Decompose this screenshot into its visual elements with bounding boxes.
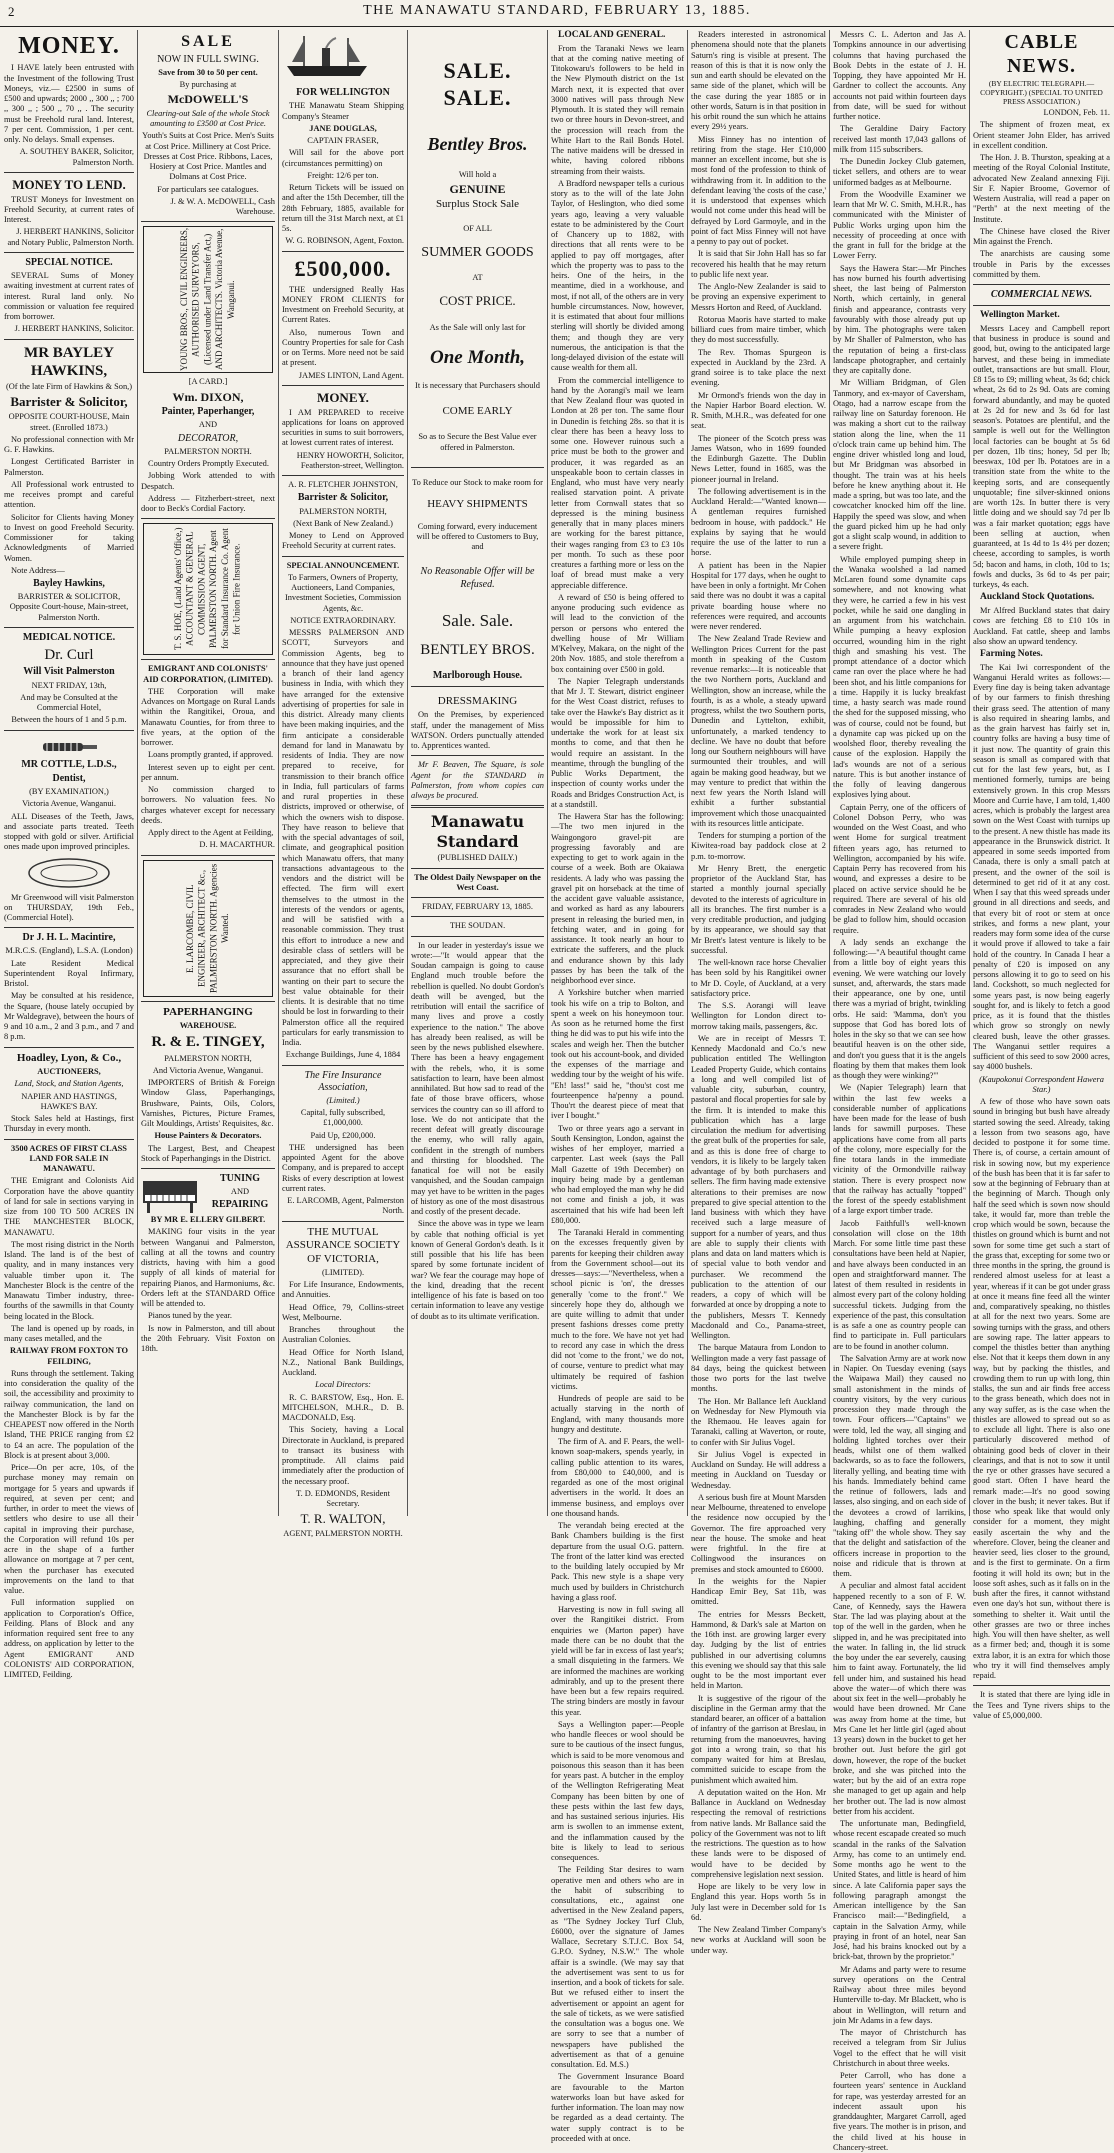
dixon-body: Jobbing Work attended to with Despatch. [141, 471, 275, 491]
article-paragraph: The pioneer of the Scotch press was James Watson, who in 1699 founded the Edinburgh Gazette. The Dublin News Letter, found in 1685, was the pioneer journal in Ireland. [691, 433, 826, 484]
money-body: I HAVE lately been entrusted with the Investment of the following Trust Moneys, viz.— £2500 in sums of £500 and upwards; 2000 ,, 300 ,, ; 700 ,, 300 ,, ; 500 ,, 70 ,, . The security must be Freehold rural land. Interest, 7 per cent. Commission, 1 per cent. only. No delays. Small expenses. [4, 63, 134, 145]
ship-signature: W. G. ROBINSON, Agent, Foxton. [285, 236, 404, 246]
money-signature: A. SOUTHEY BAKER, Solicitor, Palmerston North. [19, 147, 134, 167]
column-8 [973, 30, 1111, 1720]
article-paragraph: The verandah being erected at the Bank Chambers building is the first departure from the usual O.G. pattern. The front of the latter kind was erected to the building lately occupied by Mr Pack. This new style is a shape very much used by builders in Christchurch having a glass roof. [551, 1521, 684, 1602]
article-paragraph: A reward of £50 is being offered to anyone producing such evidence as will lead to the conviction of the person or persons who entered the dwelling house of Mr William M'Kelvey, Makara, on the night of the 20th Nov. 1885, and stole therefrom a box containing over £500 in gold. [551, 592, 684, 674]
emigrant-body: Apply direct to the Agent at Feilding, [148, 828, 274, 838]
cottle-name: MR COTTLE, L.D.S., [21, 758, 117, 770]
closing-note: It is stated that there are lying idle in the Tees and Tyne rivers ships to the value of £5,000,000. [973, 1690, 1110, 1720]
article-paragraph: Mr Adams and party were to resume survey operations on the Central Railway about three miles beyond Hunterville to-day. Mr Blackett, who is about in Wellington, will return and join Mr Adams in a few days. [833, 1964, 966, 2025]
article-paragraph: The barque Mataura from London to Wellington made a very fast passage of 84 days, being the quickest between those two ports for the last twelve months. [691, 1343, 826, 1394]
heavy-shipments: HEAVY SHIPMENTS [427, 498, 528, 511]
one-month: One Month, [429, 346, 526, 368]
article-paragraph: Messrs C. L. Aderton and Jas A. Tompkins announce in our advertising columns that having purchased the Book Debts in the estate of J. H. Topping, they have appointed Mr H. Gardner to collect the accounts. Any accounts not paid within fourteen days from date, will be sued for without further notice. [833, 30, 966, 121]
article-paragraph: We are in receipt of Messrs T. Kennedy Macdonald and Co.'s new publication entitled The Wellington Leaded Property Guide, which contains a long and well compiled list of valuable city, suburban, country, pastoral and flocal properties for sale by the firm. It is intended to make this publication which has a large circulation the medium for advertising the great bulk of the properties for sale, and as this is done free of charge to vendors, it is likely to be largely taken advantage of by both purchasers and sellers. The firm having made extensive alterations to their premises are now prepared to give special attention to the land business with which they have received such a large measure of support for a number of years, and thus are able to supply their clients with plans and data on land matters which is of special value to both vendor and purchaser. We recommend the publication to the attention of our readers, a copy of which will be forwarded at once by dropping a note to the publishers, Messrs T. Kennedy Macdonald and Co., Panama-street, Wellington. [691, 1033, 826, 1340]
young-bros-box [143, 226, 273, 373]
paper-nameplate: Manawatu Standard [430, 812, 525, 851]
cable-paragraph: The shipment of frozen meat, ex Orient steamer John Elder, has arrived in excellent condition. [973, 120, 1110, 150]
johnston-address: PALMERSTON NORTH, [299, 506, 387, 516]
linton-signature: JAMES LINTON, Land Agent. [298, 370, 404, 380]
column-3 [282, 30, 404, 1539]
linton-body: Also, numerous Town and Country Properties for sale for Cash or on Terms. More need not be said at present. [282, 327, 404, 368]
column-rule [278, 30, 279, 1516]
bayley-body: Solicitor for Clients having Money to Invest on good Freehold Security. Commissioner for taking Acknowledgments of Married Women. [4, 512, 134, 563]
special-notice-heading: SPECIAL NOTICE. [25, 256, 113, 268]
divider [973, 305, 1110, 306]
divider [141, 1001, 275, 1002]
surplus: Surplus Stock Sale [435, 198, 520, 211]
bayley-note: Note Address— [11, 565, 65, 575]
article-paragraph: The S.S. Aorangi will leave Wellington for London direct to-morrow taking mails, passengers, &c. [691, 1001, 826, 1031]
dateline: FRIDAY, FEBRUARY 13, 1885. [422, 902, 533, 912]
johnston-name: A. R. FLETCHER JOHNSTON, [288, 480, 398, 490]
acres-heading: 3500 ACRES OF FIRST CLASS LAND FOR SALE IN MANAWATU. [11, 1143, 127, 1174]
farming-notes-heading: Farming Notes. [980, 649, 1043, 660]
macintire-quals: M.R.C.S. (England), L.S.A. (London) [5, 946, 133, 956]
agent-note: Mr F. Beaven, The Square, is sole Agent for the STANDARD in Palmerston, from whom copies can always be procured. [411, 760, 544, 801]
walton-name: T. R. WALTON, [300, 1511, 386, 1527]
divider [4, 627, 134, 628]
come-early: COME EARLY [442, 405, 513, 417]
cable-news-heading: CABLE NEWS. [1004, 31, 1079, 78]
sale-signature: J. & W. A. McDOWELL, Cash Warehouse. [170, 196, 275, 217]
lend-heading: MONEY TO LEND. [12, 176, 126, 192]
announce-address: Exchange Buildings, June 4, 1884 [285, 1050, 401, 1060]
gilbert-body: Is now in Palmerston, and till about the 20th February. Visit Foxton on 18th. [141, 1323, 275, 1354]
divider [282, 1221, 404, 1222]
article-paragraph: Hope are likely to be very low in England this year. Hops worth 5s in July last were in December sold for 1s 6d. [691, 1882, 826, 1922]
walton-sub: AGENT, PALMERSTON NORTH. [283, 1529, 403, 1539]
mutual-nz: Head Office for North Island, N.Z., National Bank Buildings, Auckland. [282, 1347, 404, 1378]
ship-freight: Freight: 12/6 per ton. [307, 170, 379, 180]
article-paragraph: A serious bush fire at Mount Marsden near Melbourne, threatened to envelope the residence now occupied by the Governor. The fire approached very near the house. The smoke and heat were frightful. In the fire at Collingwood the insurances on premises and stock amounted to £6000. [691, 1492, 826, 1574]
curl-hours: Between the hours of 1 and 5 p.m. [11, 715, 127, 725]
divider [141, 1168, 275, 1169]
divider [141, 659, 275, 660]
bentley-bros: BENTLEY BROS. [420, 642, 535, 659]
gilbert-body: Pianos tuned by the year. [148, 1311, 232, 1321]
article-paragraph: From the Taranaki News we learn that at the coming native meeting of Titokowaru's followers to be held in the New Plymouth district on the 1st March next, it is expected that over 3000 natives will pass through New Plymouth. It is stated they will remain two or three hours in Devon-street, and the procession will reach from the White Hart to the Rail Bonds Hotel. The native maidens will be dressed in white, having colored ribbons streaming from their waists. [551, 43, 684, 176]
article-paragraph: The New Zealand Timber Company's new works at Auckland will soon be under way. [691, 1925, 826, 1955]
acres-railway: RAILWAY FROM FOXTON TO FEILDING, [10, 1346, 128, 1366]
divider [973, 284, 1110, 285]
divider [411, 936, 544, 937]
sale-shop: McDOWELL'S [167, 92, 249, 107]
coming: Coming forward, every inducement will be offered to Customers to Buy, and [416, 521, 539, 552]
linton-body: THE undersigned Really Has MONEY FROM CLIENTS for Investment on Freehold Security, at Current Rates. [282, 284, 404, 325]
acres-body: Full information supplied on application to Corporation's Office, Feilding. Plans of Block and any information required sent free to any address, on application by letter to the Agent EMIGRANT AND COLONISTS' AID CORPORATION, LIMITED, Feilding. [4, 1598, 134, 1680]
announce-body: MESSRS PALMERSON AND SCOTT, Surveyors and Commission Agents, beg to announce that they have just opened a branch of their land agency business in India, with which they have arranged for the extensive advertising of properties for sale in this district. Already many clients have been making inquiries, and the firm anticipate a considerable demand for land in Manawatu by residents of India. They are now prepared to receive, for transmission to their branch office in India, full particulars of farms and rural properties in these districts, improved or otherwise, of which the owners wish to dispose. They have reason to believe that with the special advantages of soil, climate, and geographical position which Manawatu offers, that many transactions advantageous to the vendors and the district will be effected. The firm will exert themselves to the utmost in the interests of the vendors or agents, and will be satisfied with a reasonable commission. They trust this effort to introduce a new and desirable class of settlers will be appreciated, and they give their assurance that no effort shall be wanting on their part to secure the best value obtainable for their clients. It is desirable that no time should be lost in forwarding to their Palmerston office all the required particulars for early transmission to India. [282, 628, 404, 1048]
column-rule [969, 30, 970, 1516]
article-paragraph: A lady sends an exchange the following:—"A beautiful thought came from a little boy of eight years this evening. We were watching our lovely sunset, and, afterwards, the stars made their appearance, one by one, until there was a myriad of bright, twinkling orbs. He said: 'Mamma, don't you suppose that God has bored lots of holes in the sky so that we can see how beautiful heaven is on the other side, and don't you guess that it is the angels floating by them that makes them look as though they were winking?'" [833, 937, 966, 1080]
macintire-body: May be consulted at his residence, the Square, (house lately occupied by Mr Waldegrave), between the hours of 9 and 10 a.m., 2 and 3 p.m., and 7 and 8 p.m. [4, 991, 134, 1042]
summer-goods: SUMMER GOODS [421, 245, 534, 261]
column-2 [141, 30, 275, 1516]
column-7 [833, 30, 966, 2152]
divider [411, 916, 544, 917]
soudan-body: Since the above was in type we learn by cable that nothing official is yet known of General Gordon's death. Is it still possible that his life has been spared by some fortunate incident of war? We fear the courage may hope of the kind, dreading that the recent intelligence of his fate is based on too certain information to leave any vestige of doubt as to its ultimate verification. [411, 1219, 544, 1321]
cottle-visit: Mr Greenwood will visit Palmerston on THURSDAY, 19th Feb., (Commercial Hotel). [4, 892, 134, 922]
article-paragraph: A deputation waited on the Hon. Mr Ballance in Auckland on Wednesday respecting the removal of restrictions from native lands. Mr Ballance said the policy of the Government was not to lift the restrictions. The question as to how these lands were to be disposed of would have to be decided by comprehensive legislation next session. [691, 1787, 826, 1879]
divider [411, 805, 544, 808]
necessary: It is necessary that Purchasers should [415, 380, 540, 390]
article-paragraph: Harvesting is now in full swing all over the Rangitikei district. From enquiries we (Marton paper) have made there can be no doubt that the yield will be far in excess of last year's; a small disquieting in the farmers. We are informed the machines are working admirably, and up to the present there have been but a few repairs required. The string binders are mostly in favour this year. [551, 1605, 684, 1717]
article-paragraph: A peculiar and almost fatal accident happened recently to a son of F. W. Cane, of Kennedy, says the Hawera Star. The lad was playing about at the top of the well in the garden, when he slipped in, and he was precipitated into the water. In falling in, the lid struck the boy under the ear severely, causing him to faint away. Fortunately, the lid fell under him, and sustained his head above the water—of which there was about six feet in the well—probably he would have been drowned. Mr Cane was away from home at the time, but Mrs Cane let her little girl (aged about 13 years) down in the bucket to get her brother out. Just before the girl got down, however, the rope of the bucket broke, and she was pitched into the water; but by the aid of an extra rope she managed to get up again and help her brother out. The lad is now almost better from his accident. [833, 1581, 966, 1816]
divider [4, 1139, 134, 1140]
bayley-card-address: BARRISTER & SOLICITOR, Opposite Court-house, Main-street, Palmerston North. [9, 592, 129, 622]
ship-body: Return Tickets will be issued on and after the 15th December, till the 28th February, 1885, available for return till the 31st March next, at £1 5s. [282, 183, 404, 234]
masthead [0, 0, 1114, 27]
auckland-stock-heading: Auckland Stock Quotations. [980, 592, 1095, 603]
article-paragraph: Two or three years ago a servant in South Kensington, London, against the wishes of her employer, married a carpenter. Last week (says the Pall Mall Gazette of 19th December) on inquiry being made by a gentleman who had employed the man why he did not come and finish a job, it was ascertained that his wife had been left £80,000. [551, 1123, 684, 1225]
commercial-news-heading: COMMERCIAL NEWS. [990, 289, 1093, 301]
article-paragraph: The Rev. Thomas Spurgeon is expected in Auckland by the 23rd. A grand soiree is to take place the next evening. [691, 347, 826, 388]
cable-paragraph: The anarchists are causing some trouble in Paris by the excesses committed by them. [973, 249, 1110, 279]
divider [282, 556, 404, 557]
acres-body: Price—On per acre, 10s, of the purchase money may remain on mortgage for 5 years and upwards if required, at seven per cent; and further, in order to meet the views of settlers who desire to use all their capital in improving their purchase, the Corporation will refund 10s per acre in the shape of a further allowance on mortgage at 7 per cent, when the purchaser has executed improvements on the land to that value. [4, 1463, 134, 1596]
of-all: OF ALL [463, 223, 492, 233]
article-paragraph: Says the Hawera Star:—Mr Pinches has now burned his fourth advertising sheet, the last being of Palmerston North, which certainly, in general finish and appearance, contrasts very favourably with those already put up by him. The photographs were taken by Mr Shaller of Palmerston, who has the reputation of being a first-class landscape photographer, and certainly they are capitally done. [833, 263, 966, 375]
money2-signature: HENRY HOWORTH, Solicitor, Featherston-street, Wellington. [296, 450, 404, 470]
acres-body: THE Emigrant and Colonists Aid Corporation have the above quantity of land for sale in sections varying in size from 100 TO 500 ACRES IN THE MANCHESTER BLOCK, MANAWATU. [4, 1176, 134, 1237]
soudan-body: In our leader in yesterday's issue we wrote:—"It would appear that the Soudan campaign is going to cause England much trouble before the rebellion is quelled. No doubt Gordon's death will be avenged, but the retribution will entail the sacrifice of many lives and prove a costly experience to the nation." The above has already been realised, as will be seen by the news published elsewhere. There has been a heavy engagement with the rebels, who, it is some satisfaction to learn, have been almost annihilated. But how sad to read of the fate of those brave officers, whose services the country can so ill afford to lose. We do not anticipate that the recent defeat will greatly discourage the enemy, who will rally again, confident in the strength of numbers and thirsting for bloodshed. The fanatical foe will not be easily vanquished, and the Soudan campaign may yet have to be written in the pages of history as one of the most disastrous and costly of the present decade. [411, 940, 544, 1217]
article-paragraph: The Geraldine Dairy Factory received last month 17,043 gallons of milk from 115 subscribers. [833, 124, 966, 154]
acres-body: Runs through the settlement. Taking into consideration the quality of the soil, the accessibility and proximity to railway communication, the land on the Manchester Block is by far the CHEAPEST now offered in the North Island, THE PRICE ranging from £2 to £4 an acre. The population of the Block is at present about 3,000. [4, 1368, 134, 1460]
lend-body: TRUST Moneys for Investment on Freehold Security, at current rates of Interest. [4, 194, 134, 225]
bayley-body: All Professional work entrusted to me receives prompt and careful attention. [4, 479, 134, 510]
farming-notes-body: The Kai Iwi correspondent of the Wanganui Herald writes as follows:—Every fine day is being taken advantage of by our farmers to finish threshing their grass seed. The attention of many is also required in shearing lambs, and as the grain harvest has fairly set in, country folks are having a busy time of it just now. The quantity of grain this season is small as compared with that cut for the last few years, but, as I mentioned formerly, turnips are being extensively grown. In this crop Messrs Moore and Currie have, I am told, 1,400 acres, which is probably the largest area sown on the West Coast with turnips up to the present. A new thistle has made its appearance in the Brunswick district. It appeared in some seeds imported from Canada, there is only a small patch at present, and the owner of the soil is determined to get rid of it at any cost. When I say that this weed spreads under ground in all directions and seeds, and that every bit of root or stem at once strikes, and forms a new plant, your readers may form some idea of the curse it would prove if allowed to take a fair hold of the country. In Canada I hear a penalty of £20 is imposed on any persons allowing it to go to seed on his land. Cockshott, so much neglected for some years past, is now being eagerly sought for, and is likely to fetch a good price, as it is found that the thistles which grow so strongly on newly cleared bush, leave the other grasses. The Wanganui settler requires a sufficient of this seed to sow 2000 acres, say 4000 bushels. [973, 662, 1110, 1072]
divider [411, 467, 544, 468]
tingey-address-2: And Victoria Avenue, Wanganui. [152, 1065, 264, 1075]
cottle-address: Victoria Avenue, Wanganui. [22, 799, 116, 809]
special-notice-signature: J. HERBERT HANKINS, Solicitor. [14, 324, 134, 334]
johnston-sub: (Next Bank of New Zealand.) [293, 518, 393, 528]
sale-items: Youth's Suits at Cost Price. Men's Suits at Cost Price. Millinery at Cost Price. Dresses at Cost Price. Ribbons, Laces, Hosiery at Cost Price. Mantles and Dolmans at Cost Price. [142, 131, 274, 182]
fire-paid: Paid Up, £200,000. [310, 1130, 376, 1140]
lend-signature: J. HERBERT HANKINS, Solicitor and Notary Public, Palmerston North. [7, 227, 134, 247]
card-label: [A CARD.] [188, 377, 228, 387]
divider [282, 475, 404, 476]
hoadley-sub: Land, Stock, and Station Agents, [14, 1079, 124, 1089]
bentley-hold: Will hold a [458, 169, 497, 179]
cable-news-sub: (BY ELECTRIC TELEGRAPH.—COPYRIGHT.) (SPECIAL TO UNITED PRESS ASSOCIATION.) [980, 78, 1103, 107]
curl-date: NEXT FRIDAY, 13th, [31, 680, 107, 690]
article-paragraph: The Hawera Star has the following:—The two men injured in the Waingongoro gravel-pit are progressing favorably and are expecting to get to work again in the course of a week. Both are Okaiawa residents. A lady who was passing the gravel pit on horseback at the time of the accident gave valuable assistance, and worked as hard as any labourers present in releasing the buried men, in fetching water, and in going for assistance. It took nearly an hour to extricate the sufferers, and the pluck and endurance shown by this lady passes by has been the talk of the neighborhood ever since. [551, 812, 684, 986]
big-money: £500,000. [294, 255, 392, 281]
money-heading: MONEY. [18, 33, 120, 59]
article-paragraph: A Bradford newspaper tells a curious story as to the will of the late John Taylor, of Heslington, who died some years ago, leaving a very valuable estate to be administered by the Court of Chancery up to 1882, with directions that all rents were to be applied to pay off mortgages, after which the property was to pass to the heirs. One of the heirs, in the meantime, died in a workhouse, and most, if not all, of the others are in very humble circumstances. Now, however, it is estimated that about four millions sterling will shortly be divided among them; and though they are very numerous, the anticipation is that the long-delayed division of the estate will cause wealth for them all. [551, 178, 684, 373]
bayley-sub: (Of the late Firm of Hawkins & Son,) [5, 382, 133, 392]
column-rule [687, 30, 688, 1516]
hoadley-body: Stock Sales held at Hastings, first Thursday in every month. [4, 1114, 134, 1134]
gilbert-body: MAKING four visits in the year between Wanganui and Palmerston, calling at all the towns and country districts, having with him a good supply of all kinds of material for repairing Pianos, and Harmoniums, &c. Orders left at the STANDARD Office will be attended to. [141, 1227, 275, 1309]
bayley-title: Barrister & Solicitor, [10, 394, 128, 410]
special-notice-body: SEVERAL Sums of Money awaiting investment at current rates of interest. Rural land only. No commission or valuation fee required from borrower. [4, 271, 134, 322]
mutual-secretary: T. D. EDMONDS, Resident Secretary. [296, 1488, 390, 1509]
divider [411, 868, 544, 869]
sale-repeat: Sale. Sale. [441, 610, 514, 630]
article-paragraph: The Anglo-New Zealander is said to be proving an expensive experiment to Messrs Horton and Reed, of Auckland. [691, 282, 826, 312]
cottle-body: ALL Diseases of the Teeth, Jaws, and associate parts treated. Teeth stopped with gold or silver. Artificial ones made upon improved principles. [4, 811, 134, 852]
article-paragraph: Rotorua Maoris have started to make billiard cues from maire timber, which they do most successfully. [691, 314, 826, 345]
emigrant-body: THE Corporation will make Advances on Mortgage on Rural Lands within the Rangitikei, Oroua, and Manawatu Counties, for from three to five years, at the option of the borrower. [141, 686, 275, 748]
curl-body: And may be Consulted at the Commercial Hotel, [20, 692, 118, 713]
soudan-heading: THE SOUDAN. [449, 921, 506, 931]
article-paragraph: The New Zealand Trade Review and Wellington Prices Current for the past month in speaking of the Custom revenue remarks:—It is noticeable that the two Northern ports, Auckland and Wellington, show an increase, while the fourth, is as a whole, a steady upward progress, whilst the two Southern ports, Dunedin and Lyttelton, exhibit, unfortunately, a marked tendency to decline. We have no doubt that before long our Southern neighbours will have surmounted their troubles, and will again be making good headway, but we may venture to predict that within the next few years the North Island will exhibit a further substantial improvement which those unacquainted with its resources little anticipate. [691, 634, 826, 828]
article-paragraph: The mayor of Christchurch has received a telegram from Sir Julius Vogel to the effect that he will visit Christchurch in about three weeks. [833, 2028, 966, 2068]
money2-heading: MONEY. [317, 389, 369, 405]
dressmaking-heading: DRESSMAKING [437, 694, 518, 707]
article-paragraph: Mr Ormond's friends won the day in the Napier Harbor Board election. W. R. Smith, M.H.R., was defeated for one seat. [691, 390, 826, 431]
local-general-heading: LOCAL AND GENERAL. [558, 30, 666, 40]
kaupokonui-note: (Kaupokonui Correspondent Hawera Star.) [979, 1074, 1104, 1094]
young-bros-text: YOUNG BROS., CIVIL ENGINEERS, AUTHORISED SURVEYORS, (Licensed under Land Transfer Act,) AND ARCHITECTS. Victoria Avenue, Wanganui. [178, 228, 236, 372]
article-paragraph: From the commercial intelligence to hand by the Aorangi's mail we learn that New Zealand flour was quoted in London at 28 per ton. The same flour in Dunedin is fetching 28s. so that it is clear there has been a heavy loss to some one. However ruinous such a price must be both to the grower and producer, it was regarded as an unspeakable boon to certain classes in England, who must have very nearly realised starvation point. A private letter from Cornwall states that so depressed is the mining business generally that in many places miners are working for the barest pittance, their wages ranging from £3 to £3 10s per month. To such as these poor creatures a farthing more or less on the loaf of bread must make a very appreciable difference. [551, 375, 684, 590]
acres-body: The land is opened up by roads, in many cases metalled, and the [4, 1323, 134, 1344]
cottle-title: Dentist, [52, 772, 86, 784]
article-paragraph: It is suggestive of the rigour of the discipline in the German army that the standard bearer, an officer of a battalion of infantry of the garrison at Breslau, in returning from the manoeuvres, having got into a wrong train, so that his company waited for him at Breslau, committed suicide to escape from the punishment which awaited him. [691, 1693, 826, 1785]
emigrant-signature: D. H. MACARTHUR. [199, 840, 275, 850]
ship-heading: FOR WELLINGTON [296, 87, 390, 99]
wellington-market-body: Messrs Lacey and Campbell report that business in produce is sound and good, but, owing to the anticipated large harvest, and these being in immediate outlet, transactions are but small. Flour, £8 15s to £9; milling wheat, 3s 6d; chick wheat, 2s 6d to 2s 9d. Oats are coming forward abundantly, and may be quoted at 2s 2d for new and 3s 6d for last season's. Potatoes are plentiful, and the sample is well out for the Wellington local factories can be bought at 5s 6d per dozen, 1lb tins; honey, 5d per lb; beeswax, 10d per lb. Potatoes are in a transition state from the white to the keeping sorts, and are consequently unquotable; fine silver-skinned onions are worth 12s. In butter there is very little doing and we should say 7d per lb was a fair market quotation; eggs have been selling at auction, when guaranteed, at 1s 4d to 1s 4½ per dozen; cheese, according to samples, is worth 5d; bacon and hams, in cloth, 10d to 1s; fowls and ducks, 3s 6d to 4s per pair; turkeys, 4s each. [973, 323, 1110, 590]
divider [141, 855, 275, 856]
sale-body: By purchasing at [179, 79, 237, 89]
macintire-name: Dr J. H. L. Macintire, [22, 932, 116, 944]
tuning-repairing: REPAIRING [211, 1199, 269, 1211]
article-paragraph: The well-known race horse Chevalier has been sold by his Rangitikei owner to Mr D. Coyle, of Auckland, at a very satisfactory price. [691, 958, 826, 998]
dixon-decorator: DECORATOR, [177, 432, 239, 444]
article-paragraph: The following advertisement is in the Auckland Herald:—"Wanted known—A gentleman requires furnished bedroom in house, with paddock." He explains by saying that he would require the use of the latter to run a horse. [691, 486, 826, 558]
column-6 [691, 30, 826, 1955]
dixon-address-2: Address — Fitzherbert-street, next door to Beck's Cordial Factory. [141, 493, 275, 514]
dixon-and: AND [198, 420, 218, 430]
article-paragraph: Peter Carroll, who has done a fourteen years' sentence in Auckland for rape, was yesterday arrested for an indecent assault upon his granddaughter, Margaret Carroll, aged five years. The mother is in prison, and the child lived at his house in Chancery-street. [833, 2071, 966, 2152]
fire-heading: The Fire Insurance Association, [304, 1069, 382, 1093]
larcombe-text: E. LARCOMBE, CIVIL ENGINEER, ARCHITECT &c., PALMERSTON NORTH. Agencies Wanted. [184, 863, 230, 993]
sale-save: Save from 30 to 50 per cent. [158, 67, 258, 77]
bayley-heading: MR BAYLEY HAWKINS, [24, 344, 114, 379]
hoadley-sub: AUCTIONEERS, [37, 1067, 101, 1077]
mutual-body: For Life Insurance, Endowments, and Annuities. [282, 1280, 404, 1300]
article-paragraph: A patient has been in the Napier Hospital for 177 days, when he ought to have been in only a fortnight. Mr Cohen said there was no doubt it was a capital private boarding house where no references were required, and accounts were never rendered. [691, 560, 826, 631]
article-paragraph: A Yorkshire butcher when married took his wife on a trip to Bolton, and spent a week on his honeymoon tour. As soon as he returned home the first thing he did was to put his wife into the scales and weigh her. Then the butcher took out his account-book, and divided the expenses of the marriage and wedding tour by the weight of his wife. "Eh! lass!" said he, "thou'st cost me fourteenpence ha'penny a pound. Thou'rt the dearest piece of meat that iver I bought." [551, 988, 684, 1121]
divider [282, 251, 404, 252]
reduce: To Reduce our Stock to make room for [412, 477, 543, 487]
column-4 [411, 30, 544, 1516]
fire-sub: (Limited.) [326, 1095, 360, 1105]
cost-price: COST PRICE. [439, 293, 516, 309]
article-paragraph: The Hon. Mr Ballance left Auckland on Wednesday for New Plymouth via the Rhemaou. He leaves again for Taranaki, calling at Waverton, or route, to confer with Sir Julius Vogel. [691, 1396, 826, 1447]
oldest: The Oldest Daily Newspaper on the West Coast. [414, 872, 541, 892]
tuning-and: AND [230, 1187, 250, 1197]
notice-extraordinary: NOTICE EXTRAORDINARY. [290, 615, 396, 625]
paper-heading: PAPERHANGING [163, 1005, 253, 1018]
divider [4, 172, 134, 173]
article-paragraph: The Taranaki Herald in commenting on the excesses frequently given by parents for keeping their children away from the Government school—out its dresses—says:—"Nevertheless, when a school picnic is 'on', the dresses generally 'come to the front'." We sincerely hope they do, although we are quite willing to admit that under present fashions dresses come pretty much to the fore. We have not yet had to record any case in which the dress did not 'come to the front,' we do not, of course, venture to predict what may ultimately be required of fashion victims. [551, 1228, 684, 1391]
announce-heading: SPECIAL ANNOUNCEMENT. [286, 560, 400, 570]
hoe-text: T. S. HOE, (Land Agents' Office,) ACCOUNTANT & GENERAL COMMISSION AGENT, PALMERSTON NORTH. Agent for Standard Insurance Co. Agent for Union Fire Insurance. [172, 528, 242, 651]
article-paragraph: The entries for Messrs Beckett, Hammond, & Dark's sale at Marton on the 16th inst. are growing larger every day. Judging by the list of entries published in our advertising columns this evening we should say that this sale ought to be the most important ever held in Marton. [691, 1609, 826, 1691]
cable-paragraph: The Hon. J. B. Thurston, speaking at a meeting of the Royal Colonial Institute, advocated New Zealand annexing Fiji. Sir F. Napier Broome, Governor of Western Australia, will read a paper on "Perth" at the next meeting of the Institute. [973, 153, 1110, 224]
article-paragraph: In the weights for the Napier Handicap Emir Bey, Sat 11b, was omitted. [691, 1576, 826, 1607]
tingey-house: House Painters & Decorators. [154, 1131, 262, 1141]
article-paragraph: The Napier Telegraph understands that Mr J. T. Stewart, district engineer for the West Coast district, refuses to take over the Hawke's Bay district as it would be impossible for him to undertake the work for at least six months to come, and that then he would require an assistant. In the meantime, through the bungling of the Public Works Department, the inspection of county works under the Roads and Bridges Construction Act, is at a standstill. [551, 676, 684, 809]
kaupokonui-body: A few of those who have sown oats sound in bringing but bush have already started sowing the seed. Already, taking a lesson from two seasons ago, have decided to postpone it for some time. There is, of course, a certain amount of risk in sowing now, but my experience of the bush has been that it is far safer to sow at the beginning of February than at the beginning of March. Though only half the seed which is sown now should take, it would far, more than treble the crop which would be sown, because the thistles on ground which is burnt and not sown for some time get such a start of the grass that, excepting for some two or three months in the spring, the ground is rendered almost useless for at least a year, whereas if it can be got under grass at once it means fine feed all the winter and, comparatively speaking, no thistles at all for the next two years. Some are sowing turnips with the grass, and others are sowing rape. The latter appears to compel the thistles better than anything else. Not that it keeps them down in any way, but by packing the thistles, and crowding them to run up with long, thin stalks, the sun and air finds free access to the grass beneath, which does not in any way suffer, as is the case when the thistles are allowed to spread out so as to exclude all light. There is also one particularly discovered method of obtaining good beds of clover in their clearings, and that is not to sow it until the rye or other grasses have secured a good start. Often I have heard the remark made:—It's no good sowing clover in the bush; it never takes. But if those who speak like that would only consider for a moment, they might easily ascertain the why and the wherefore. Clover, being the cleaner and heavier seed, lies closer to the ground, and is the first to germinate. On a firm footing it will hold its own; but in the loose soft ashes, such as it falls on in the bush after the fires, it cannot withstand even one day's hot sun, without there is something to shelter it. Wait until the other grasses are two or three inches high. You will then have shelter, as well as a firmer bed; and, though it is some extra labor, it is an extra for which those who try it will find themselves amply repaid. [973, 1097, 1111, 1681]
tingey-address: PALMERSTON NORTH, [164, 1053, 252, 1063]
column-1 [4, 30, 134, 1680]
ship-body: THE Manawatu Steam Shipping Company's Steamer [282, 101, 404, 121]
column-5 [551, 30, 684, 2143]
sale-big: SALE. SALE. [443, 58, 512, 110]
curl-name: Dr. Curl [44, 647, 94, 664]
sale-heading: SALE [181, 33, 235, 50]
sale-clearing: Clearing-out Sale of the whole Stock amounting to £3500 at Cost Price. [146, 108, 270, 129]
steamship-icon [282, 32, 372, 80]
mutual-office: Head Office, 79, Collins-street West, Melbourne. [282, 1302, 404, 1322]
genuine: GENUINE [449, 181, 506, 196]
emigrant-heading: EMIGRANT AND COLONISTS' AID CORPORATION, (LIMITED). [143, 664, 273, 684]
acres-body: The most rising district in the North Island. The land is of the best of quality, and in many instances very valuable timber upon it. The Manchester Block is the centre of the Manawatu Timber industry, three-fourths of the sawmills in that County being located in the Block. [4, 1239, 134, 1321]
dixon-body: Country Orders Promptly Executed. [148, 459, 269, 469]
marlborough: Marlborough House. [432, 669, 523, 681]
no-reasonable: No Reasonable Offer will be Refused. [420, 566, 535, 590]
curl-visit: Will Visit Palmerston [23, 666, 115, 678]
toothbrush-icon [39, 735, 99, 757]
article-paragraph: The unfortunate man, Bedingfield, whose recent escapade created so much scandal in the ranks of the Salvation Army, has come to an untimely end. Some months ago he went to the United States, and little is heard of him since. A late California paper says the following paragraph amongst the American intelligence by the San Francisco mail:—"Bedingfield, a captain in the Salvation Army, while praying in front of an hotel, near San José, had his brains knocked out by a brick-bat, thrown by the proprietor." [833, 1819, 966, 1962]
article-paragraph: It is said that Sir John Hall has so far recovered his health that he may return to public life next year. [691, 249, 826, 279]
ship-captain: CAPTAIN FRASER, [307, 136, 379, 146]
article-paragraph: The Government Insurance Board are favourable to the Marton waterworks loan but have asked for further information. The loan may now be regarded as a dead certainty. The water supply contract is to be proceeded with at once. [551, 2072, 684, 2143]
cable-dateline: LONDON, Feb. 11. [1043, 108, 1110, 118]
dixon-name: Wm. DIXON, [172, 389, 244, 404]
article-paragraph: Miss Finney has no intention of retiring from the stage. Her £10,000 manner an excellent income, but she is most fond of the profession to think of withdrawing from it. In addition to the defendant leaving 'the costs of the case,' it is understood that expenses which would not come under this head will be defrayed by Lord Garmoyle, and in the point of fact Miss Finney will not have a penny to pay out of pocket. [691, 134, 826, 246]
hoadley-heading: Hoadley, Lyon, & Co., [16, 1051, 122, 1064]
article-paragraph: Hundreds of people are said to be actually starving in the north of England, with many thousands more hungry and destitute. [551, 1394, 684, 1434]
dixon-trade: Painter, Paperhanger, [161, 406, 255, 418]
article-paragraph: Sir Julius Vogel is expected in Auckland on Sunday. He will address a meeting in Auckland on Tuesday or Wednesday. [691, 1449, 826, 1490]
dixon-address: PALMERSTON NORTH. [164, 446, 252, 456]
emigrant-body: No commission charged to borrowers. No valuation fees. No charges whatever except for necessary deeds. [141, 785, 275, 825]
divider [973, 1685, 1110, 1686]
ship-body: Will sail for the above port (circumstances permitting) on [282, 148, 404, 168]
column-rule [547, 30, 548, 1516]
mutual-heading: THE MUTUAL ASSURANCE SOCIETY OF VICTORIA, [285, 1225, 401, 1265]
money2-body: I AM PREPARED to receive applications for loans on approved securities in sums to suit borrowers, at lowest current rates of interest. [282, 407, 404, 448]
newspaper-running-head: THE MANAWATU STANDARD, FEBRUARY 13, 1885. [363, 3, 751, 18]
mutual-body: This Society, having a Local Directorate in Auckland, is prepared to transact its business with promptitude. All claims paid immediately after the production of the necessary proof. [282, 1425, 404, 1486]
bayley-body: No professional connection with Mr G. F. Hawkins. [4, 434, 134, 455]
johnston-body: Money to Lend on Approved Freehold Security at current rates. [282, 531, 404, 551]
gilbert-name: BY MR E. ELLERY GILBERT. [150, 1215, 266, 1225]
tingey-body: The Largest, Best, and Cheapest Stock of Paperhangings in the District. [141, 1143, 275, 1163]
auckland-stock-body: Mr Alfred Buckland states that dairy cows are fetching £8 to £10 10s in Auckland. Fat cattle, sheep and lambs also show an upward tendency. [973, 606, 1110, 646]
article-paragraph: The firm of A. and F. Pears, the well-known soap-makers, spends yearly, in calling public attention to its wares, from £80,000 to £40,000, and is regarded as one of the most original advertisers in the world. It does an immense business, and employs over one thousand hands. [551, 1437, 684, 1518]
article-paragraph: Jacob Faithfull's well-known consolation will close on the 18th March. For some little time past these consultations have been held at Napier, and have always been conducted in an open and straightforward manner. The latest of them resulted in residents in almost every part of the colony holding successful tickets. Judging from the experience of the past, this consultation is as safe a one as country people can find to participate in. Full particulars are to be found in another column. [833, 1218, 966, 1351]
article-paragraph: From the Woodville Examiner we learn that Mr W. C. Smith, M.H.R., has communicated with the Minister of Public Works urging upon him the necessity of proceeding at once with the grant in full for the bridge at the Lower Ferry. [833, 189, 966, 261]
bayley-card: Bayley Hawkins, [33, 578, 105, 590]
divider [4, 1047, 134, 1048]
divider [4, 252, 134, 253]
at-label: AT [472, 273, 483, 283]
ship-name: JANE DOUGLAS, [309, 123, 377, 133]
wellington-market-heading: Wellington Market. [980, 310, 1060, 321]
article-paragraph: We (Napier Telegraph) learn that within the last few weeks a considerable number of applications have been made for the lease of bush lands for sawmill purposes. These applications have come from all parts of the colony, more especially for the fine totara lands in the immediate vicinity of the Ormondville railway station. There is every prospect now that the railway has actually "topped" the forest of the speedy establishment of a large export timber trade. [833, 1083, 966, 1216]
divider [141, 221, 275, 222]
hoadley-sub: NAPIER AND HASTINGS, HAWKE'S BAY. [21, 1091, 117, 1111]
bayley-address: OPPOSITE COURT-HOUSE, Main street. (Enrolled 1873.) [8, 412, 130, 432]
divider [4, 730, 134, 731]
secure: So as to Secure the Best Value ever offered in Palmerston. [418, 432, 537, 452]
divider [282, 385, 404, 386]
article-paragraph: Readers interested in astronomical phenomena should note that the planets Saturn's ring is visible at present. The reason of this is that it is now only the sun and earth should be elevated on the same side of the planet, which will be the case during the year 1885 or in other words, Saturn is in that position in his orbit round the sun which he attains every 29½ years. [691, 30, 826, 132]
divider [141, 518, 275, 519]
bentley-script: Bentley Bros. [427, 133, 528, 154]
column-rule [407, 30, 408, 1516]
paper-sub: WAREHOUSE. [179, 1020, 237, 1030]
divider [411, 686, 544, 687]
column-rule [829, 30, 830, 1516]
macintire-body: Late Resident Medical Superintendent Royal Infirmary, Bristol. [4, 958, 134, 989]
cottle-sub: (BY EXAMINATION,) [29, 787, 109, 796]
tuning-heading: TUNING [219, 1173, 260, 1185]
article-paragraph: Mr William Bridgman, of Glen Tanmory, and ex-mayor of Caversham, Otago, had a narrow escape from the railway line on Saturday forenoon. He was making a short cut to the railway station along the line, when the 11 o'clock train came up behind him. The engine driver whistled long and loud, but Mr Bridgman was absorbed in thought. The train was at his heels before he knew anything about it. He made a spring, but was too late, and the cowcatcher knocked him off the line. Happily the speed was slow, and when the guard picked him up he had only got a slight scalp wound, in addition to a severe fright. [833, 378, 966, 552]
divider [411, 897, 544, 898]
fire-body: THE undersigned has been appointed Agent for the above Company, and is prepared to accept Risks of every description at lowest current rates. [282, 1142, 404, 1193]
hoe-box [143, 523, 273, 655]
article-paragraph: Tenders for stumping a portion of the Kiwitea-road bay paddock close at 2 p.m. to-morrow. [691, 831, 826, 861]
mutual-directors-label: Local Directors: [315, 1380, 371, 1390]
emigrant-body: Interest seven up to eight per cent. per annum. [141, 762, 275, 782]
page-number: 2 [8, 4, 15, 19]
published-daily: (PUBLISHED DAILY.) [437, 853, 518, 863]
sale-sub: NOW IN FULL SWING. [157, 53, 259, 65]
mutual-directors: R. C. BARSTOW, Esq., Hon. E. MITCHELSON, M.H.R., D. B. MACDONALD, Esq. [282, 1392, 404, 1423]
dental-plate-icon [24, 855, 114, 891]
cable-paragraph: The Chinese have closed the River Min against the French. [973, 226, 1110, 247]
article-paragraph: The Feilding Star desires to warn operative men and others who are in the habit of subscribing to consultations, etc., against one advertised in the New Zealand papers, as "The Sydney Jockey Turf Club, £6000, over the signature of James Wallace, Secretary S.T.J.C. Box 54, G.P.O. Sydney, N.S.W." The whole affair is a swindle. (We may say that the advertisement was sent to us for insertion, and a book of tickets for sale. But we refused either to insert the advertisement or appoint an agent for the sale of tickets, as we were satisfied the consultation was a bogus one. We are sorry to see that a number of newspapers have published the advertisement as that of a genuine consultation. Ed. M.S.) [551, 1865, 684, 2070]
sale-note: For particulars see catalogues. [157, 184, 259, 194]
article-paragraph: Says a Wellington paper:—People who handle fleeces or wool should be sure to be cautious of the insect fungus, which is said to be more venomous and poisonous this season than it has been for years past. A butcher in the employ of the Wellington Refrigerating Meat Company has been bitten by one of these pests within the last few days, and has sustained serious injuries. His arm is swollen to an immense extent, and the inflammation caused by the bite is likely to lead to serious consequences. [551, 1719, 684, 1863]
divider [282, 1065, 404, 1066]
announce-to: To Farmers, Owners of Property, Auctioneers, Land Companies, Investment Societies, Commission Agents, &c. [284, 572, 402, 613]
divider [411, 755, 544, 756]
tingey-body: IMPORTERS of British & Foreign Window Glass, Paperhangings, Brushware, Paints, Oils, Colors, Varnishes, Pictures, Picture Frames, Gilt Mouldings, Artists' Requisites, &c. [141, 1078, 275, 1129]
johnston-title: Barrister & Solicitor, [297, 492, 389, 504]
fire-signature: E. LARCOMB, Agent, Palmerston North. [287, 1196, 404, 1216]
as-sale: As the Sale will only last for [429, 323, 526, 333]
article-paragraph: Captain Perry, one of the officers of Colonel Dobson Perry, who was wounded on the West Coast, and who went Home for surgical treatment fifteen years ago, has returned to Wellington, accompanied by his wife. Captain Perry has recovered from his wound, and expresses a desire to be placed on active service should he be required. There are several of his old comrades in New Zealand who would be glad to follow him, should occasion require. [833, 802, 966, 935]
article-paragraph: The Salvation Army are at work now in Napier. On Tuesday evening (says the Waipawa Mail) they caused no small astonishment in the minds of country visitors, by the very curious procession they made through the town. Four officers—"Captains" we were told, led the way, all singing and holding lighted torches over their heads, whilst one of them walked backwards, so as to face the followers, literally yelling, and beating time with his hands. Immediately behind came the retinue of followers, lads and lasses, also singing, and on each side of the devotees a crowd of larrikins, laughing, chaffing and generally "taking off" the whole show. They say that the delight and satisfaction of the officers increase in proportion to the noise and ridicule that is thrown at them. [833, 1353, 966, 1578]
piano-icon [141, 1175, 201, 1215]
dressmaking-body: On the Premises, by experienced staff, under the management of Miss WATSON. Orders punctually attended to. Apprentices wanted. [411, 710, 544, 751]
emigrant-body: Loans promptly granted, if approved. [148, 750, 274, 760]
bayley-body: Longest Certificated Barrister in Palmerston. [4, 457, 134, 477]
column-rule [137, 30, 138, 1516]
article-paragraph: The Dunedin Jockey Club gatemen, ticket sellers, and others are to wear uniformed badges as at Melbourne. [833, 157, 966, 187]
mutual-branch: Branches throughout the Australian Colonies. [282, 1325, 404, 1345]
medical-heading: MEDICAL NOTICE. [22, 631, 116, 643]
larcombe-box [143, 860, 273, 997]
divider [4, 339, 134, 340]
article-paragraph: While employed pumping sheep in the Wanaka woolshed a lad named McLaren found some dynamite caps somewhere, and not knowing what they were, he carried a few in his vest pocket, while he said one dangling in an argument from his watchchain. While pumping a heavy explosion occurred, wounding him in the right thigh and smashing his vest. The prompt attendance of a doctor which came ran over the place where he had been shot, and his little companions for a time. Happily it is lucky breakfast time, a hasty search was made round the shed for the supposed missing, who was of course, could not be found, but a dynamite cap was picked up on the woolshed floor, thereby revealing the cause of the explosion. Happily the lad's wounds are not of a serious nature. This is but another instance of the folly of leaving dangerous explosives lying about. [833, 554, 966, 800]
divider [4, 927, 134, 928]
article-paragraph: Mr Henry Brett, the energetic proprietor of the Auckland Star, has started a monthly journal specially devoted to the interests of agriculture in all its branches. The first number is a very creditable production, and judging by its appearance, we should say that Mr Brett's latest venture is likely to be successful. [691, 863, 826, 955]
mutual-sub: (LIMITED). [321, 1267, 365, 1277]
tingey-name: R. & E. TINGEY, [151, 1034, 265, 1051]
fire-capital: Capital, fully subscribed, £1,000,000. [300, 1108, 386, 1128]
